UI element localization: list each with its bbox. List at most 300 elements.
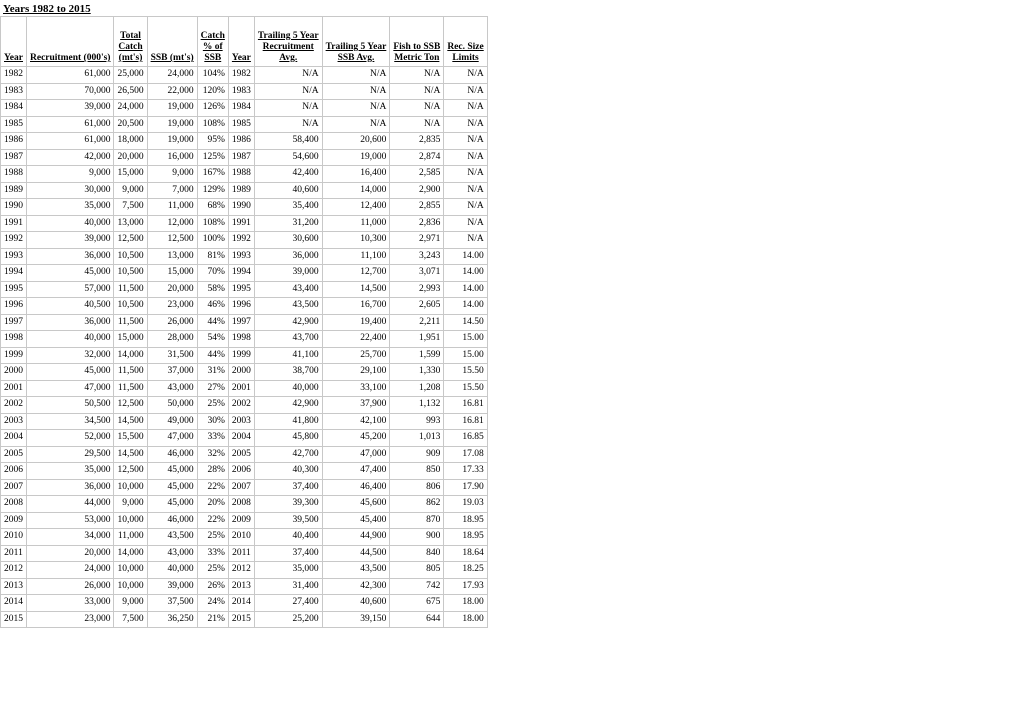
cell-trailing-recruitment: 40,300 xyxy=(254,463,322,480)
cell-ssb: 19,000 xyxy=(147,100,197,117)
cell-recruitment: 24,000 xyxy=(27,562,114,579)
cell-ssb: 43,500 xyxy=(147,529,197,546)
cell-trailing-ssb: 43,500 xyxy=(322,562,390,579)
cell-fish-to-ssb: 2,874 xyxy=(390,149,444,166)
cell-rec-size-limits: N/A xyxy=(444,232,487,249)
cell-recruitment: 34,000 xyxy=(27,529,114,546)
table-row xyxy=(1,215,488,232)
cell-rec-size-limits: 19.03 xyxy=(444,496,487,513)
cell-catch-pct: 30% xyxy=(197,413,228,430)
cell-total-catch: 10,000 xyxy=(114,479,147,496)
cell-catch-pct: 81% xyxy=(197,248,228,265)
cell-year: 1984 xyxy=(1,100,27,117)
cell-fish-to-ssb: 840 xyxy=(390,545,444,562)
cell-catch-pct: 108% xyxy=(197,215,228,232)
header-line: Trailing 5 Year xyxy=(325,42,387,52)
table-row xyxy=(1,512,488,529)
cell-recruitment: 70,000 xyxy=(27,83,114,100)
cell-rec-size-limits: N/A xyxy=(444,166,487,183)
cell-year: 1997 xyxy=(1,314,27,331)
cell-rec-size-limits: N/A xyxy=(444,215,487,232)
cell-trailing-recruitment: 37,400 xyxy=(254,545,322,562)
cell-trailing-ssb: 19,000 xyxy=(322,149,390,166)
table-row xyxy=(1,199,488,216)
cell-fish-to-ssb: 2,993 xyxy=(390,281,444,298)
header-rec-size-limits xyxy=(444,17,487,67)
cell-rec-size-limits: N/A xyxy=(444,199,487,216)
cell-ssb: 19,000 xyxy=(147,116,197,133)
cell-fish-to-ssb: 2,211 xyxy=(390,314,444,331)
table-row xyxy=(1,578,488,595)
cell-trailing-recruitment: 35,000 xyxy=(254,562,322,579)
table-row xyxy=(1,463,488,480)
cell-trailing-ssb: 37,900 xyxy=(322,397,390,414)
cell-fish-to-ssb: 1,208 xyxy=(390,380,444,397)
cell-total-catch: 12,500 xyxy=(114,232,147,249)
cell-rec-size-limits: 18.00 xyxy=(444,595,487,612)
cell-recruitment: 61,000 xyxy=(27,116,114,133)
cell-fish-to-ssb: 3,071 xyxy=(390,265,444,282)
cell-total-catch: 9,000 xyxy=(114,496,147,513)
header-trailing-ssb xyxy=(322,17,390,67)
cell-trailing-ssb: 12,700 xyxy=(322,265,390,282)
cell-rec-size-limits: 18.00 xyxy=(444,611,487,628)
table-row xyxy=(1,281,488,298)
cell-fish-to-ssb: 870 xyxy=(390,512,444,529)
cell-trailing-recruitment: 39,000 xyxy=(254,265,322,282)
cell-year: 1987 xyxy=(1,149,27,166)
cell-trailing-ssb: 19,400 xyxy=(322,314,390,331)
cell-ssb: 39,000 xyxy=(147,578,197,595)
cell-trailing-ssb: 44,500 xyxy=(322,545,390,562)
cell-trailing-recruitment: 42,700 xyxy=(254,446,322,463)
cell-year-2: 1987 xyxy=(228,149,254,166)
cell-trailing-ssb: 46,400 xyxy=(322,479,390,496)
cell-ssb: 7,000 xyxy=(147,182,197,199)
cell-trailing-ssb: 45,400 xyxy=(322,512,390,529)
cell-recruitment: 29,500 xyxy=(27,446,114,463)
cell-rec-size-limits: 17.33 xyxy=(444,463,487,480)
header-total-catch xyxy=(114,17,147,67)
cell-fish-to-ssb: 993 xyxy=(390,413,444,430)
cell-trailing-ssb: N/A xyxy=(322,100,390,117)
cell-year: 1986 xyxy=(1,133,27,150)
cell-trailing-ssb: 25,700 xyxy=(322,347,390,364)
cell-trailing-ssb: 16,700 xyxy=(322,298,390,315)
cell-year: 2000 xyxy=(1,364,27,381)
table-row xyxy=(1,67,488,84)
cell-catch-pct: 25% xyxy=(197,397,228,414)
cell-trailing-recruitment: 43,500 xyxy=(254,298,322,315)
cell-total-catch: 14,500 xyxy=(114,413,147,430)
table-row xyxy=(1,364,488,381)
cell-catch-pct: 27% xyxy=(197,380,228,397)
header-line: Fish to SSB xyxy=(393,42,441,52)
cell-trailing-recruitment: 31,400 xyxy=(254,578,322,595)
cell-year: 2011 xyxy=(1,545,27,562)
header-recruitment xyxy=(27,17,114,67)
cell-rec-size-limits: 18.95 xyxy=(444,512,487,529)
cell-recruitment: 40,500 xyxy=(27,298,114,315)
cell-trailing-recruitment: 45,800 xyxy=(254,430,322,447)
cell-trailing-ssb: 42,100 xyxy=(322,413,390,430)
header-row xyxy=(1,17,488,67)
cell-rec-size-limits: 17.93 xyxy=(444,578,487,595)
cell-total-catch: 12,500 xyxy=(114,463,147,480)
cell-trailing-recruitment: 27,400 xyxy=(254,595,322,612)
table-row xyxy=(1,430,488,447)
cell-year-2: 2014 xyxy=(228,595,254,612)
cell-fish-to-ssb: 2,585 xyxy=(390,166,444,183)
cell-recruitment: 57,000 xyxy=(27,281,114,298)
cell-year: 2006 xyxy=(1,463,27,480)
cell-year-2: 2000 xyxy=(228,364,254,381)
cell-rec-size-limits: N/A xyxy=(444,83,487,100)
cell-total-catch: 11,500 xyxy=(114,281,147,298)
table-row xyxy=(1,182,488,199)
cell-total-catch: 11,000 xyxy=(114,529,147,546)
cell-fish-to-ssb: 805 xyxy=(390,562,444,579)
table-row xyxy=(1,232,488,249)
cell-total-catch: 26,500 xyxy=(114,83,147,100)
cell-year: 2003 xyxy=(1,413,27,430)
cell-rec-size-limits: 15.50 xyxy=(444,380,487,397)
table-row xyxy=(1,479,488,496)
header-line: Recruitment (000's) xyxy=(30,53,111,63)
header-year xyxy=(1,17,27,67)
table-row xyxy=(1,314,488,331)
cell-ssb: 19,000 xyxy=(147,133,197,150)
cell-total-catch: 10,500 xyxy=(114,265,147,282)
cell-rec-size-limits: 16.81 xyxy=(444,413,487,430)
cell-fish-to-ssb: 644 xyxy=(390,611,444,628)
cell-trailing-recruitment: 42,400 xyxy=(254,166,322,183)
table-row xyxy=(1,248,488,265)
cell-trailing-ssb: 39,150 xyxy=(322,611,390,628)
cell-year-2: 2010 xyxy=(228,529,254,546)
cell-trailing-recruitment: 43,400 xyxy=(254,281,322,298)
cell-fish-to-ssb: 742 xyxy=(390,578,444,595)
cell-trailing-ssb: 40,600 xyxy=(322,595,390,612)
cell-year-2: 2013 xyxy=(228,578,254,595)
cell-rec-size-limits: 15.00 xyxy=(444,331,487,348)
cell-year-2: 2008 xyxy=(228,496,254,513)
cell-year-2: 1997 xyxy=(228,314,254,331)
cell-total-catch: 14,000 xyxy=(114,347,147,364)
cell-fish-to-ssb: 862 xyxy=(390,496,444,513)
cell-trailing-recruitment: 58,400 xyxy=(254,133,322,150)
cell-year-2: 1985 xyxy=(228,116,254,133)
cell-year: 2009 xyxy=(1,512,27,529)
cell-recruitment: 36,000 xyxy=(27,314,114,331)
cell-rec-size-limits: 14.00 xyxy=(444,265,487,282)
cell-catch-pct: 120% xyxy=(197,83,228,100)
cell-rec-size-limits: 16.85 xyxy=(444,430,487,447)
cell-catch-pct: 33% xyxy=(197,545,228,562)
cell-trailing-ssb: 47,000 xyxy=(322,446,390,463)
cell-trailing-recruitment: 30,600 xyxy=(254,232,322,249)
cell-rec-size-limits: 15.50 xyxy=(444,364,487,381)
table-row xyxy=(1,496,488,513)
cell-ssb: 31,500 xyxy=(147,347,197,364)
cell-trailing-recruitment: 42,900 xyxy=(254,314,322,331)
cell-trailing-ssb: 10,300 xyxy=(322,232,390,249)
cell-total-catch: 15,000 xyxy=(114,331,147,348)
table-row xyxy=(1,133,488,150)
cell-total-catch: 9,000 xyxy=(114,595,147,612)
cell-ssb: 9,000 xyxy=(147,166,197,183)
cell-year: 1991 xyxy=(1,215,27,232)
cell-total-catch: 14,500 xyxy=(114,446,147,463)
table-row xyxy=(1,446,488,463)
cell-trailing-ssb: N/A xyxy=(322,67,390,84)
cell-year: 2002 xyxy=(1,397,27,414)
cell-recruitment: 32,000 xyxy=(27,347,114,364)
cell-recruitment: 39,000 xyxy=(27,100,114,117)
header-year-2 xyxy=(228,17,254,67)
cell-catch-pct: 22% xyxy=(197,512,228,529)
cell-catch-pct: 108% xyxy=(197,116,228,133)
header-line: Trailing 5 Year xyxy=(257,31,319,41)
cell-recruitment: 42,000 xyxy=(27,149,114,166)
cell-year-2: 2001 xyxy=(228,380,254,397)
cell-recruitment: 35,000 xyxy=(27,199,114,216)
cell-year: 2008 xyxy=(1,496,27,513)
cell-trailing-ssb: 42,300 xyxy=(322,578,390,595)
table-body xyxy=(1,67,488,628)
cell-ssb: 43,000 xyxy=(147,545,197,562)
cell-year-2: 1984 xyxy=(228,100,254,117)
cell-trailing-recruitment: N/A xyxy=(254,100,322,117)
cell-fish-to-ssb: N/A xyxy=(390,67,444,84)
cell-total-catch: 7,500 xyxy=(114,199,147,216)
cell-year-2: 2006 xyxy=(228,463,254,480)
cell-ssb: 24,000 xyxy=(147,67,197,84)
cell-trailing-recruitment: 41,100 xyxy=(254,347,322,364)
cell-ssb: 12,000 xyxy=(147,215,197,232)
cell-year-2: 2009 xyxy=(228,512,254,529)
cell-recruitment: 45,000 xyxy=(27,265,114,282)
cell-year: 1985 xyxy=(1,116,27,133)
cell-rec-size-limits: 14.50 xyxy=(444,314,487,331)
cell-recruitment: 44,000 xyxy=(27,496,114,513)
cell-trailing-recruitment: 31,200 xyxy=(254,215,322,232)
cell-year-2: 2003 xyxy=(228,413,254,430)
cell-trailing-recruitment: 39,300 xyxy=(254,496,322,513)
table-row xyxy=(1,595,488,612)
cell-fish-to-ssb: N/A xyxy=(390,116,444,133)
cell-total-catch: 20,500 xyxy=(114,116,147,133)
cell-year-2: 1986 xyxy=(228,133,254,150)
cell-fish-to-ssb: 850 xyxy=(390,463,444,480)
cell-trailing-recruitment: 25,200 xyxy=(254,611,322,628)
cell-year: 1998 xyxy=(1,331,27,348)
cell-fish-to-ssb: 806 xyxy=(390,479,444,496)
cell-ssb: 13,000 xyxy=(147,248,197,265)
header-line: % of xyxy=(202,42,223,52)
table-row xyxy=(1,298,488,315)
header-line: Year xyxy=(231,53,251,63)
cell-ssb: 46,000 xyxy=(147,512,197,529)
cell-catch-pct: 46% xyxy=(197,298,228,315)
table-row xyxy=(1,83,488,100)
cell-catch-pct: 44% xyxy=(197,314,228,331)
cell-trailing-recruitment: 40,400 xyxy=(254,529,322,546)
cell-recruitment: 40,000 xyxy=(27,331,114,348)
cell-ssb: 46,000 xyxy=(147,446,197,463)
cell-ssb: 15,000 xyxy=(147,265,197,282)
cell-year: 1989 xyxy=(1,182,27,199)
table-row xyxy=(1,347,488,364)
cell-trailing-recruitment: 54,600 xyxy=(254,149,322,166)
cell-catch-pct: 22% xyxy=(197,479,228,496)
cell-trailing-recruitment: 38,700 xyxy=(254,364,322,381)
cell-trailing-ssb: 14,500 xyxy=(322,281,390,298)
cell-trailing-ssb: 33,100 xyxy=(322,380,390,397)
data-table xyxy=(0,16,488,628)
cell-ssb: 22,000 xyxy=(147,83,197,100)
cell-year: 1992 xyxy=(1,232,27,249)
cell-year: 2007 xyxy=(1,479,27,496)
header-trailing-recruitment xyxy=(254,17,322,67)
table-row xyxy=(1,100,488,117)
cell-recruitment: 35,000 xyxy=(27,463,114,480)
header-line: Limits xyxy=(452,53,479,63)
header-line: SSB Avg. xyxy=(337,53,375,63)
table-row xyxy=(1,562,488,579)
cell-year: 2012 xyxy=(1,562,27,579)
cell-year: 1996 xyxy=(1,298,27,315)
cell-catch-pct: 129% xyxy=(197,182,228,199)
sheet-title: Years 1982 to 2015 xyxy=(3,3,91,15)
cell-rec-size-limits: N/A xyxy=(444,182,487,199)
cell-catch-pct: 126% xyxy=(197,100,228,117)
table-row xyxy=(1,397,488,414)
cell-catch-pct: 24% xyxy=(197,595,228,612)
cell-year: 2004 xyxy=(1,430,27,447)
header-line: Avg. xyxy=(279,53,298,63)
cell-fish-to-ssb: 2,855 xyxy=(390,199,444,216)
cell-year-2: 1992 xyxy=(228,232,254,249)
cell-year: 1993 xyxy=(1,248,27,265)
cell-year-2: 1989 xyxy=(228,182,254,199)
cell-total-catch: 13,000 xyxy=(114,215,147,232)
table-row xyxy=(1,265,488,282)
cell-total-catch: 24,000 xyxy=(114,100,147,117)
cell-total-catch: 10,000 xyxy=(114,578,147,595)
cell-fish-to-ssb: 909 xyxy=(390,446,444,463)
cell-year-2: 2004 xyxy=(228,430,254,447)
cell-recruitment: 36,000 xyxy=(27,479,114,496)
table-row xyxy=(1,116,488,133)
cell-trailing-ssb: 11,100 xyxy=(322,248,390,265)
table-row xyxy=(1,149,488,166)
cell-trailing-recruitment: 43,700 xyxy=(254,331,322,348)
cell-fish-to-ssb: 1,013 xyxy=(390,430,444,447)
cell-catch-pct: 26% xyxy=(197,578,228,595)
cell-year-2: 1988 xyxy=(228,166,254,183)
cell-fish-to-ssb: 2,971 xyxy=(390,232,444,249)
cell-year-2: 2012 xyxy=(228,562,254,579)
cell-rec-size-limits: 17.08 xyxy=(444,446,487,463)
cell-trailing-ssb: 44,900 xyxy=(322,529,390,546)
header-ssb xyxy=(147,17,197,67)
header-line: SSB (mt's) xyxy=(150,53,194,63)
cell-year-2: 2011 xyxy=(228,545,254,562)
cell-trailing-recruitment: 40,000 xyxy=(254,380,322,397)
header-line: Catch xyxy=(200,31,225,41)
cell-ssb: 47,000 xyxy=(147,430,197,447)
cell-recruitment: 53,000 xyxy=(27,512,114,529)
header-line: Year xyxy=(4,53,23,63)
cell-rec-size-limits: 18.25 xyxy=(444,562,487,579)
cell-year: 1988 xyxy=(1,166,27,183)
cell-ssb: 37,500 xyxy=(147,595,197,612)
cell-year: 1982 xyxy=(1,67,27,84)
cell-year-2: 2005 xyxy=(228,446,254,463)
cell-trailing-recruitment: N/A xyxy=(254,67,322,84)
cell-fish-to-ssb: 1,599 xyxy=(390,347,444,364)
cell-year-2: 1983 xyxy=(228,83,254,100)
table-row xyxy=(1,331,488,348)
cell-year: 2005 xyxy=(1,446,27,463)
cell-year-2: 1996 xyxy=(228,298,254,315)
cell-trailing-ssb: 11,000 xyxy=(322,215,390,232)
cell-total-catch: 15,500 xyxy=(114,430,147,447)
cell-year-2: 2015 xyxy=(228,611,254,628)
cell-trailing-recruitment: 39,500 xyxy=(254,512,322,529)
cell-catch-pct: 58% xyxy=(197,281,228,298)
cell-catch-pct: 25% xyxy=(197,562,228,579)
cell-trailing-ssb: 29,100 xyxy=(322,364,390,381)
cell-rec-size-limits: 14.00 xyxy=(444,298,487,315)
cell-trailing-ssb: 47,400 xyxy=(322,463,390,480)
cell-total-catch: 11,500 xyxy=(114,314,147,331)
cell-total-catch: 12,500 xyxy=(114,397,147,414)
cell-total-catch: 18,000 xyxy=(114,133,147,150)
cell-rec-size-limits: 14.00 xyxy=(444,248,487,265)
cell-year: 1983 xyxy=(1,83,27,100)
cell-catch-pct: 167% xyxy=(197,166,228,183)
cell-ssb: 43,000 xyxy=(147,380,197,397)
cell-fish-to-ssb: 1,330 xyxy=(390,364,444,381)
cell-fish-to-ssb: N/A xyxy=(390,100,444,117)
cell-rec-size-limits: 17.90 xyxy=(444,479,487,496)
cell-catch-pct: 25% xyxy=(197,529,228,546)
header-line: (mt's) xyxy=(118,53,143,63)
cell-total-catch: 20,000 xyxy=(114,149,147,166)
header-line: Recruitment xyxy=(262,42,314,52)
cell-catch-pct: 125% xyxy=(197,149,228,166)
cell-ssb: 50,000 xyxy=(147,397,197,414)
cell-trailing-ssb: 12,400 xyxy=(322,199,390,216)
cell-total-catch: 11,500 xyxy=(114,364,147,381)
cell-catch-pct: 28% xyxy=(197,463,228,480)
cell-year-2: 1994 xyxy=(228,265,254,282)
cell-rec-size-limits: 16.81 xyxy=(444,397,487,414)
cell-year-2: 1982 xyxy=(228,67,254,84)
cell-recruitment: 40,000 xyxy=(27,215,114,232)
cell-rec-size-limits: N/A xyxy=(444,133,487,150)
cell-catch-pct: 95% xyxy=(197,133,228,150)
cell-year-2: 1998 xyxy=(228,331,254,348)
cell-recruitment: 47,000 xyxy=(27,380,114,397)
cell-recruitment: 45,000 xyxy=(27,364,114,381)
cell-recruitment: 36,000 xyxy=(27,248,114,265)
cell-ssb: 45,000 xyxy=(147,463,197,480)
cell-recruitment: 9,000 xyxy=(27,166,114,183)
cell-year-2: 1991 xyxy=(228,215,254,232)
